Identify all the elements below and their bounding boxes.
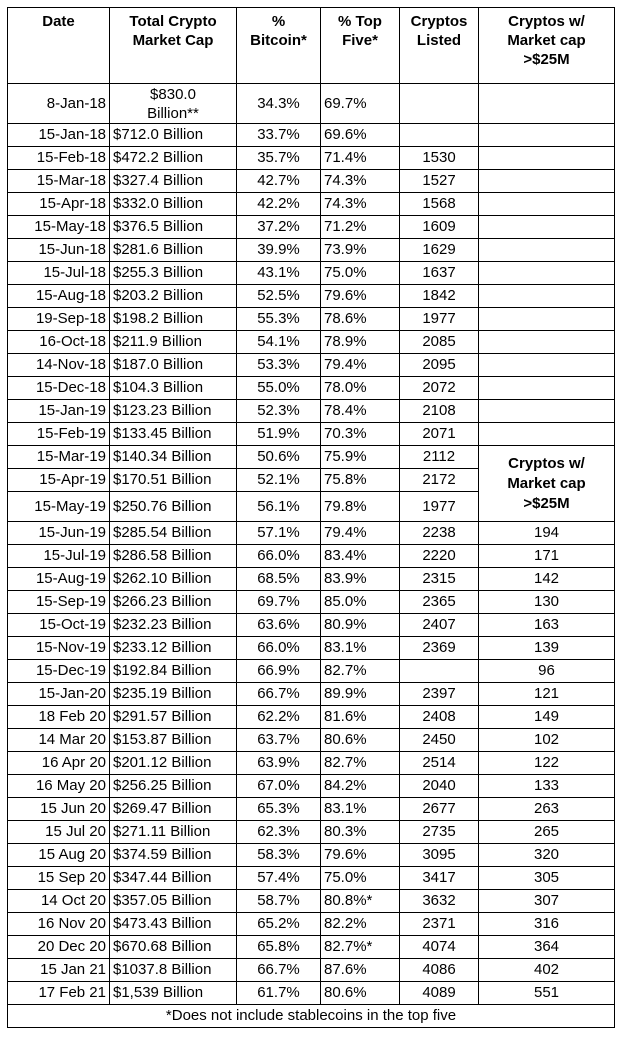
table-row [8, 752, 615, 775]
header-line: >$25M [523, 494, 570, 512]
cell-market-cap: $286.58 Billion [110, 545, 237, 568]
table-row [8, 936, 615, 959]
cell-cryptos-over-25m: 102 [479, 729, 615, 752]
table-row [8, 844, 615, 867]
cell-bitcoin-pct: 58.3% [237, 844, 321, 867]
cell-top-five-pct: 78.4% [321, 400, 400, 423]
cell-cryptos-listed: 2369 [400, 637, 479, 660]
cell-market-cap: $256.25 Billion [110, 775, 237, 798]
table-row [8, 959, 615, 982]
cell-date: 15-Jan-18 [8, 124, 110, 147]
table-row [8, 262, 615, 285]
cell-date: 15 Sep 20 [8, 867, 110, 890]
cell-date: 14 Oct 20 [8, 890, 110, 913]
cell-bitcoin-pct: 66.7% [237, 959, 321, 982]
cell-market-cap: $262.10 Billion [110, 568, 237, 591]
header-top-five-pct [321, 8, 400, 84]
cell-date: 15-Jan-20 [8, 683, 110, 706]
cell-cryptos-over-25m: 130 [479, 591, 615, 614]
header-cryptos-listed [400, 8, 479, 84]
footnote-row [8, 1005, 615, 1028]
cell-top-five-pct: 82.7%* [321, 936, 400, 959]
cell-bitcoin-pct: 61.7% [237, 982, 321, 1005]
cell-top-five-pct: 74.3% [321, 193, 400, 216]
cell-date: 15 Jul 20 [8, 821, 110, 844]
cell-cryptos-over-25m: 121 [479, 683, 615, 706]
cell-bitcoin-pct: 39.9% [237, 239, 321, 262]
cell-top-five-pct: 89.9% [321, 683, 400, 706]
cell-cryptos-over-25m: 122 [479, 752, 615, 775]
cell-market-cap: $285.54 Billion [110, 522, 237, 545]
cell-top-five-pct: 85.0% [321, 591, 400, 614]
cell-cryptos-listed: 1629 [400, 239, 479, 262]
cell-top-five-pct: 74.3% [321, 170, 400, 193]
cell-market-cap: $187.0 Billion [110, 354, 237, 377]
cell-top-five-pct: 80.6% [321, 729, 400, 752]
header-line: Total Crypto [129, 13, 217, 30]
table-row [8, 913, 615, 936]
cell-cryptos-listed: 2072 [400, 377, 479, 400]
cell-top-five-pct: 79.6% [321, 844, 400, 867]
cell-date: 15-Mar-18 [8, 170, 110, 193]
table-row [8, 331, 615, 354]
cell-cryptos-over-25m: 263 [479, 798, 615, 821]
cell-date: 16 Nov 20 [8, 913, 110, 936]
cell-cryptos-listed: 2371 [400, 913, 479, 936]
cell-market-cap: $133.45 Billion [110, 423, 237, 446]
cell-cryptos-listed: 2397 [400, 683, 479, 706]
table-row [8, 522, 615, 545]
cell-cryptos-over-25m [479, 354, 615, 377]
cell-market-cap: $203.2 Billion [110, 285, 237, 308]
cell-cryptos-over-25m: 96 [479, 660, 615, 683]
cell-cryptos-listed: 1637 [400, 262, 479, 285]
cell-cryptos-listed: 2172 [400, 469, 479, 492]
table-row [8, 545, 615, 568]
cell-market-cap: $374.59 Billion [110, 844, 237, 867]
cell-top-five-pct: 79.6% [321, 285, 400, 308]
cell-market-cap: $170.51 Billion [110, 469, 237, 492]
cell-cryptos-over-25m: 402 [479, 959, 615, 982]
cell-bitcoin-pct: 62.3% [237, 821, 321, 844]
cell-top-five-pct: 69.7% [321, 84, 400, 124]
cell-bitcoin-pct: 57.1% [237, 522, 321, 545]
header-line: Cryptos w/ [508, 454, 585, 472]
cell-bitcoin-pct: 63.7% [237, 729, 321, 752]
table-body [8, 84, 615, 1005]
cell-bitcoin-pct: 66.0% [237, 637, 321, 660]
cell-cryptos-over-25m: 265 [479, 821, 615, 844]
cell-cryptos-over-25m: 149 [479, 706, 615, 729]
cell-cryptos-over-25m: 364 [479, 936, 615, 959]
cell-bitcoin-pct: 65.8% [237, 936, 321, 959]
table-row [8, 591, 615, 614]
cell-cryptos-over-25m: 320 [479, 844, 615, 867]
cell-cryptos-over-25m: 307 [479, 890, 615, 913]
cell-bitcoin-pct: 53.3% [237, 354, 321, 377]
cell-bitcoin-pct: 42.2% [237, 193, 321, 216]
cell-top-five-pct: 78.0% [321, 377, 400, 400]
cell-cryptos-listed: 4089 [400, 982, 479, 1005]
header-line: Date [42, 13, 75, 30]
crypto-market-table [7, 7, 615, 1028]
header-line: % [271, 13, 286, 30]
cell-market-cap: $140.34 Billion [110, 446, 237, 469]
table-row [8, 400, 615, 423]
cell-cryptos-listed: 2071 [400, 423, 479, 446]
cell-market-cap: $472.2 Billion [110, 147, 237, 170]
cell-top-five-pct: 71.2% [321, 216, 400, 239]
table-row [8, 216, 615, 239]
cell-cryptos-over-25m: 551 [479, 982, 615, 1005]
cell-top-five-pct: 73.9% [321, 239, 400, 262]
cell-market-cap: $250.76 Billion [110, 492, 237, 522]
cell-cryptos-over-25m [479, 377, 615, 400]
table-row [8, 446, 615, 469]
cell-date: 15-Oct-19 [8, 614, 110, 637]
cell-top-five-pct: 75.0% [321, 867, 400, 890]
cell-date: 15-Apr-18 [8, 193, 110, 216]
cell-date: 15-Apr-19 [8, 469, 110, 492]
cell-cryptos-listed: 1842 [400, 285, 479, 308]
cell-cryptos-listed [400, 124, 479, 147]
cell-bitcoin-pct: 56.1% [237, 492, 321, 522]
cell-date: 18 Feb 20 [8, 706, 110, 729]
table-row [8, 729, 615, 752]
table-row [8, 84, 615, 124]
cell-cryptos-listed: 1527 [400, 170, 479, 193]
header-line: Five* [342, 32, 378, 49]
cell-date: 15-Jul-19 [8, 545, 110, 568]
cell-date: 16 May 20 [8, 775, 110, 798]
cell-bitcoin-pct: 35.7% [237, 147, 321, 170]
cell-market-cap: $198.2 Billion [110, 308, 237, 331]
table-row [8, 798, 615, 821]
cell-bitcoin-pct: 58.7% [237, 890, 321, 913]
header-line: Market cap [507, 474, 586, 492]
cell-cryptos-over-25m: 305 [479, 867, 615, 890]
cell-bitcoin-pct: 37.2% [237, 216, 321, 239]
cell-market-cap: $123.23 Billion [110, 400, 237, 423]
cell-bitcoin-pct: 51.9% [237, 423, 321, 446]
table-row [8, 614, 615, 637]
cell-bitcoin-pct: 66.7% [237, 683, 321, 706]
cell-bitcoin-pct: 54.1% [237, 331, 321, 354]
cell-date: 15-Jun-18 [8, 239, 110, 262]
cell-cryptos-listed [400, 660, 479, 683]
cell-bitcoin-pct: 69.7% [237, 591, 321, 614]
cell-cryptos-listed: 2085 [400, 331, 479, 354]
cell-date: 16-Oct-18 [8, 331, 110, 354]
cell-cryptos-listed: 1530 [400, 147, 479, 170]
cell-bitcoin-pct: 43.1% [237, 262, 321, 285]
header-line: Bitcoin* [250, 32, 307, 49]
cell-cryptos-over-25m: 142 [479, 568, 615, 591]
cell-date: 15-May-19 [8, 492, 110, 522]
table-row [8, 239, 615, 262]
cell-cryptos-listed: 2407 [400, 614, 479, 637]
cell-market-cap: $233.12 Billion [110, 637, 237, 660]
cell-market-cap: $235.19 Billion [110, 683, 237, 706]
cell-market-cap: $1037.8 Billion [110, 959, 237, 982]
cell-market-cap: $332.0 Billion [110, 193, 237, 216]
cell-top-five-pct: 75.9% [321, 446, 400, 469]
cell-cryptos-listed: 2095 [400, 354, 479, 377]
cell-top-five-pct: 82.7% [321, 660, 400, 683]
cell-date: 15-Jul-18 [8, 262, 110, 285]
cell-bitcoin-pct: 67.0% [237, 775, 321, 798]
table-row [8, 170, 615, 193]
cell-date: 15-Aug-18 [8, 285, 110, 308]
cell-cryptos-listed: 2315 [400, 568, 479, 591]
cell-top-five-pct: 71.4% [321, 147, 400, 170]
cell-top-five-pct: 69.6% [321, 124, 400, 147]
cell-cryptos-over-25m [479, 170, 615, 193]
header-market-cap [110, 8, 237, 84]
cell-date: 19-Sep-18 [8, 308, 110, 331]
cell-bitcoin-pct: 68.5% [237, 568, 321, 591]
cell-market-cap: $327.4 Billion [110, 170, 237, 193]
cell-top-five-pct: 83.4% [321, 545, 400, 568]
cell-top-five-pct: 81.6% [321, 706, 400, 729]
cell-cryptos-listed: 2365 [400, 591, 479, 614]
cell-market-cap: $255.3 Billion [110, 262, 237, 285]
cell-top-five-pct: 79.4% [321, 522, 400, 545]
cell-cryptos-listed: 1977 [400, 308, 479, 331]
table-row [8, 308, 615, 331]
header-line: % Top [338, 13, 382, 30]
cell-cryptos-listed: 2220 [400, 545, 479, 568]
cell-market-cap: $269.47 Billion [110, 798, 237, 821]
header-line: Cryptos w/ [508, 13, 585, 30]
table-row [8, 706, 615, 729]
table-row [8, 568, 615, 591]
cell-market-cap: $670.68 Billion [110, 936, 237, 959]
cell-market-cap: $201.12 Billion [110, 752, 237, 775]
cell-bitcoin-pct: 52.3% [237, 400, 321, 423]
cell-cryptos-over-25m [479, 124, 615, 147]
cell-date: 15-Feb-19 [8, 423, 110, 446]
cell-top-five-pct: 80.3% [321, 821, 400, 844]
cell-top-five-pct: 79.8% [321, 492, 400, 522]
cell-cryptos-listed: 2408 [400, 706, 479, 729]
header-line: >$25M [523, 51, 570, 68]
cell-top-five-pct: 83.1% [321, 798, 400, 821]
cell-date: 15-Dec-18 [8, 377, 110, 400]
cell-top-five-pct: 75.8% [321, 469, 400, 492]
cell-top-five-pct: 82.7% [321, 752, 400, 775]
cell-cryptos-listed: 2040 [400, 775, 479, 798]
table-row [8, 890, 615, 913]
table-row [8, 147, 615, 170]
cell-top-five-pct: 84.2% [321, 775, 400, 798]
market-cap-line: Billion** [147, 104, 199, 122]
cell-market-cap: $271.11 Billion [110, 821, 237, 844]
cell-top-five-pct: 75.0% [321, 262, 400, 285]
header-date [8, 8, 110, 84]
cell-cryptos-listed: 3095 [400, 844, 479, 867]
cell-market-cap: $266.23 Billion [110, 591, 237, 614]
cell-cryptos-over-25m: 139 [479, 637, 615, 660]
cell-top-five-pct: 80.6% [321, 982, 400, 1005]
cell-market-cap: $712.0 Billion [110, 124, 237, 147]
cell-cryptos-listed [400, 84, 479, 124]
cell-cryptos-listed: 2450 [400, 729, 479, 752]
footnote: *Does not include stablecoins in the top five [8, 1005, 615, 1028]
cell-bitcoin-pct: 65.2% [237, 913, 321, 936]
cell-top-five-pct: 78.6% [321, 308, 400, 331]
cell-market-cap [110, 84, 237, 124]
cell-market-cap: $473.43 Billion [110, 913, 237, 936]
cell-market-cap: $153.87 Billion [110, 729, 237, 752]
cell-cryptos-listed: 2677 [400, 798, 479, 821]
table-row [8, 124, 615, 147]
cell-cryptos-over-25m [479, 331, 615, 354]
cell-date: 15-May-18 [8, 216, 110, 239]
table-row [8, 982, 615, 1005]
cell-cryptos-over-25m: 163 [479, 614, 615, 637]
table-row [8, 683, 615, 706]
cell-cryptos-over-25m [479, 147, 615, 170]
cell-cryptos-listed: 2112 [400, 446, 479, 469]
cell-bitcoin-pct: 63.6% [237, 614, 321, 637]
cell-top-five-pct: 83.1% [321, 637, 400, 660]
cell-bitcoin-pct: 65.3% [237, 798, 321, 821]
cell-date: 15-Sep-19 [8, 591, 110, 614]
cell-bitcoin-pct: 55.3% [237, 308, 321, 331]
header-line: Cryptos [410, 13, 468, 30]
cell-bitcoin-pct: 50.6% [237, 446, 321, 469]
cell-date: 15-Jun-19 [8, 522, 110, 545]
cell-date: 15-Dec-19 [8, 660, 110, 683]
header-line: Market cap [507, 32, 586, 49]
cell-date: 17 Feb 21 [8, 982, 110, 1005]
header-cryptos-over-25m [479, 8, 615, 84]
cell-cryptos-listed: 1609 [400, 216, 479, 239]
cell-cryptos-over-25m [479, 193, 615, 216]
cell-market-cap: $281.6 Billion [110, 239, 237, 262]
cell-cryptos-over-25m [479, 84, 615, 124]
cell-market-cap: $347.44 Billion [110, 867, 237, 890]
cell-date: 15-Nov-19 [8, 637, 110, 660]
cell-date: 15 Jan 21 [8, 959, 110, 982]
cell-market-cap: $104.3 Billion [110, 377, 237, 400]
cell-bitcoin-pct: 62.2% [237, 706, 321, 729]
table-row [8, 285, 615, 308]
header-line: Listed [416, 32, 462, 49]
cell-bitcoin-pct: 66.9% [237, 660, 321, 683]
cell-bitcoin-pct: 52.1% [237, 469, 321, 492]
header-line: Market Cap [132, 32, 214, 49]
table-row [8, 821, 615, 844]
cell-cryptos-listed: 1977 [400, 492, 479, 522]
cell-cryptos-over-25m [479, 423, 615, 446]
cell-cryptos-listed: 2108 [400, 400, 479, 423]
cell-market-cap: $1,539 Billion [110, 982, 237, 1005]
cell-cryptos-over-25m [479, 400, 615, 423]
table-row [8, 423, 615, 446]
table-row [8, 193, 615, 216]
cell-market-cap: $357.05 Billion [110, 890, 237, 913]
cell-date: 20 Dec 20 [8, 936, 110, 959]
cell-cryptos-over-25m [479, 285, 615, 308]
cell-top-five-pct: 82.2% [321, 913, 400, 936]
cell-date: 15-Feb-18 [8, 147, 110, 170]
cell-cryptos-over-25m: 171 [479, 545, 615, 568]
cell-top-five-pct: 87.6% [321, 959, 400, 982]
cell-cryptos-over-25m: 316 [479, 913, 615, 936]
cell-cryptos-listed: 2238 [400, 522, 479, 545]
cell-cryptos-listed: 1568 [400, 193, 479, 216]
cell-cryptos-listed: 2514 [400, 752, 479, 775]
cell-date: 15-Jan-19 [8, 400, 110, 423]
cell-date: 15-Mar-19 [8, 446, 110, 469]
header-bitcoin-pct [237, 8, 321, 84]
cell-bitcoin-pct: 34.3% [237, 84, 321, 124]
cell-date: 8-Jan-18 [8, 84, 110, 124]
cell-cryptos-over-25m [479, 239, 615, 262]
cell-bitcoin-pct: 52.5% [237, 285, 321, 308]
cell-bitcoin-pct: 63.9% [237, 752, 321, 775]
cell-date: 15 Jun 20 [8, 798, 110, 821]
cell-bitcoin-pct: 33.7% [237, 124, 321, 147]
cell-cryptos-listed: 4086 [400, 959, 479, 982]
cell-cryptos-over-25m [479, 262, 615, 285]
cell-market-cap: $376.5 Billion [110, 216, 237, 239]
crypto-table-container [7, 7, 615, 1028]
cell-top-five-pct: 78.9% [321, 331, 400, 354]
table-row [8, 354, 615, 377]
cell-date: 14 Mar 20 [8, 729, 110, 752]
cell-bitcoin-pct: 66.0% [237, 545, 321, 568]
repeated-header-cryptos-over-25m [479, 446, 615, 522]
table-row [8, 660, 615, 683]
cell-top-five-pct: 80.9% [321, 614, 400, 637]
cell-top-five-pct: 80.8%* [321, 890, 400, 913]
cell-bitcoin-pct: 42.7% [237, 170, 321, 193]
cell-cryptos-over-25m [479, 216, 615, 239]
cell-date: 15-Aug-19 [8, 568, 110, 591]
cell-date: 14-Nov-18 [8, 354, 110, 377]
cell-cryptos-listed: 4074 [400, 936, 479, 959]
table-row [8, 377, 615, 400]
cell-top-five-pct: 79.4% [321, 354, 400, 377]
cell-date: 15 Aug 20 [8, 844, 110, 867]
cell-date: 16 Apr 20 [8, 752, 110, 775]
cell-bitcoin-pct: 57.4% [237, 867, 321, 890]
table-row [8, 775, 615, 798]
cell-cryptos-listed: 3417 [400, 867, 479, 890]
cell-top-five-pct: 70.3% [321, 423, 400, 446]
cell-cryptos-listed: 3632 [400, 890, 479, 913]
cell-cryptos-over-25m [479, 308, 615, 331]
cell-cryptos-listed: 2735 [400, 821, 479, 844]
cell-market-cap: $232.23 Billion [110, 614, 237, 637]
cell-bitcoin-pct: 55.0% [237, 377, 321, 400]
cell-cryptos-over-25m: 133 [479, 775, 615, 798]
cell-cryptos-over-25m: 194 [479, 522, 615, 545]
cell-market-cap: $192.84 Billion [110, 660, 237, 683]
cell-market-cap: $211.9 Billion [110, 331, 237, 354]
header-row [8, 8, 615, 84]
cell-market-cap: $291.57 Billion [110, 706, 237, 729]
cell-top-five-pct: 83.9% [321, 568, 400, 591]
market-cap-line: $830.0 [150, 85, 196, 103]
table-row [8, 867, 615, 890]
table-row [8, 637, 615, 660]
